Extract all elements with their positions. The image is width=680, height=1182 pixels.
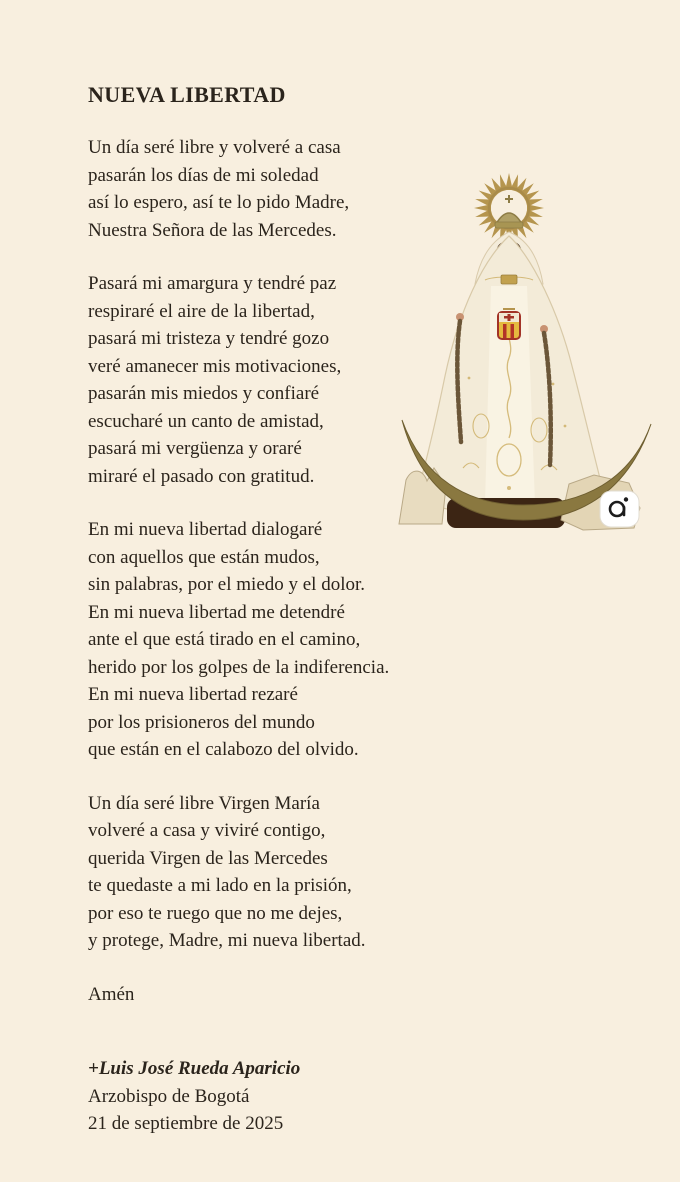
poem-line: con aquellos que están mudos, — [88, 546, 320, 568]
poem-line: Nuestra Señora de las Mercedes. — [88, 219, 337, 241]
signature-date: 21 de septiembre de 2025 — [88, 1113, 284, 1134]
collar — [501, 275, 517, 284]
amen-line: Amén — [88, 983, 135, 1005]
signature-role: Arzobispo de Bogotá — [88, 1085, 250, 1107]
stanza-3 — [88, 516, 588, 764]
signature-block — [88, 1055, 588, 1138]
poem-line: miraré el pasado con gratitud. — [88, 465, 315, 487]
poem-line: En mi nueva libertad me detendré — [88, 601, 345, 623]
crown-icon — [495, 195, 523, 228]
stanza-4 — [88, 790, 588, 955]
poem-line: Un día seré libre y volveré a casa — [88, 137, 341, 158]
poem-line: volveré a casa y viviré contigo, — [88, 820, 326, 841]
poem-line: veré amanecer mis motivaciones, — [88, 355, 342, 377]
poem-line: ante el que está tirado en el camino, — [88, 629, 361, 650]
poem-line: sin palabras, por el miedo y el dolor. — [88, 574, 366, 595]
poem-line: En mi nueva libertad dialogaré — [88, 519, 323, 540]
poem-line: En mi nueva libertad rezaré — [88, 684, 298, 705]
poem-line: por eso te ruego que no me dejes, — [88, 902, 343, 924]
lens-search-icon[interactable] — [600, 491, 639, 527]
poem-line: pasará mi tristeza y tendré gozo — [88, 328, 330, 349]
poem-line: así lo espero, así te lo pido Madre, — [88, 192, 350, 213]
poem-line: pasarán mis miedos y confiaré — [88, 383, 320, 404]
poem-line: escucharé un canto de amistad, — [88, 410, 324, 432]
poem-line: y protege, Madre, mi nueva libertad. — [88, 930, 366, 951]
poem-line: que están en el calabozo del olvido. — [88, 739, 359, 760]
mercedarian-shield-icon — [498, 309, 520, 339]
signature-name: +Luis José Rueda Aparicio — [88, 1058, 301, 1079]
poem-line: pasarán los días de mi soledad — [88, 164, 319, 186]
poem-line: respiraré el aire de la libertad, — [88, 300, 315, 322]
poem-line: Un día seré libre Virgen María — [88, 792, 320, 814]
poem-line: Pasará mi amargura y tendré paz — [88, 273, 337, 294]
page-title: NUEVA LIBERTAD — [88, 82, 286, 107]
poem-line: herido por los golpes de la indiferencia. — [88, 656, 390, 678]
poem-line: por los prisioneros del mundo — [88, 711, 315, 733]
poem-line: te quedaste a mi lado en la prisión, — [88, 875, 352, 896]
poem-line: pasará mi vergüenza y oraré — [88, 438, 302, 459]
virgin-mercedes-statue-image — [393, 168, 665, 536]
poem-line: querida Virgen de las Mercedes — [88, 847, 328, 869]
